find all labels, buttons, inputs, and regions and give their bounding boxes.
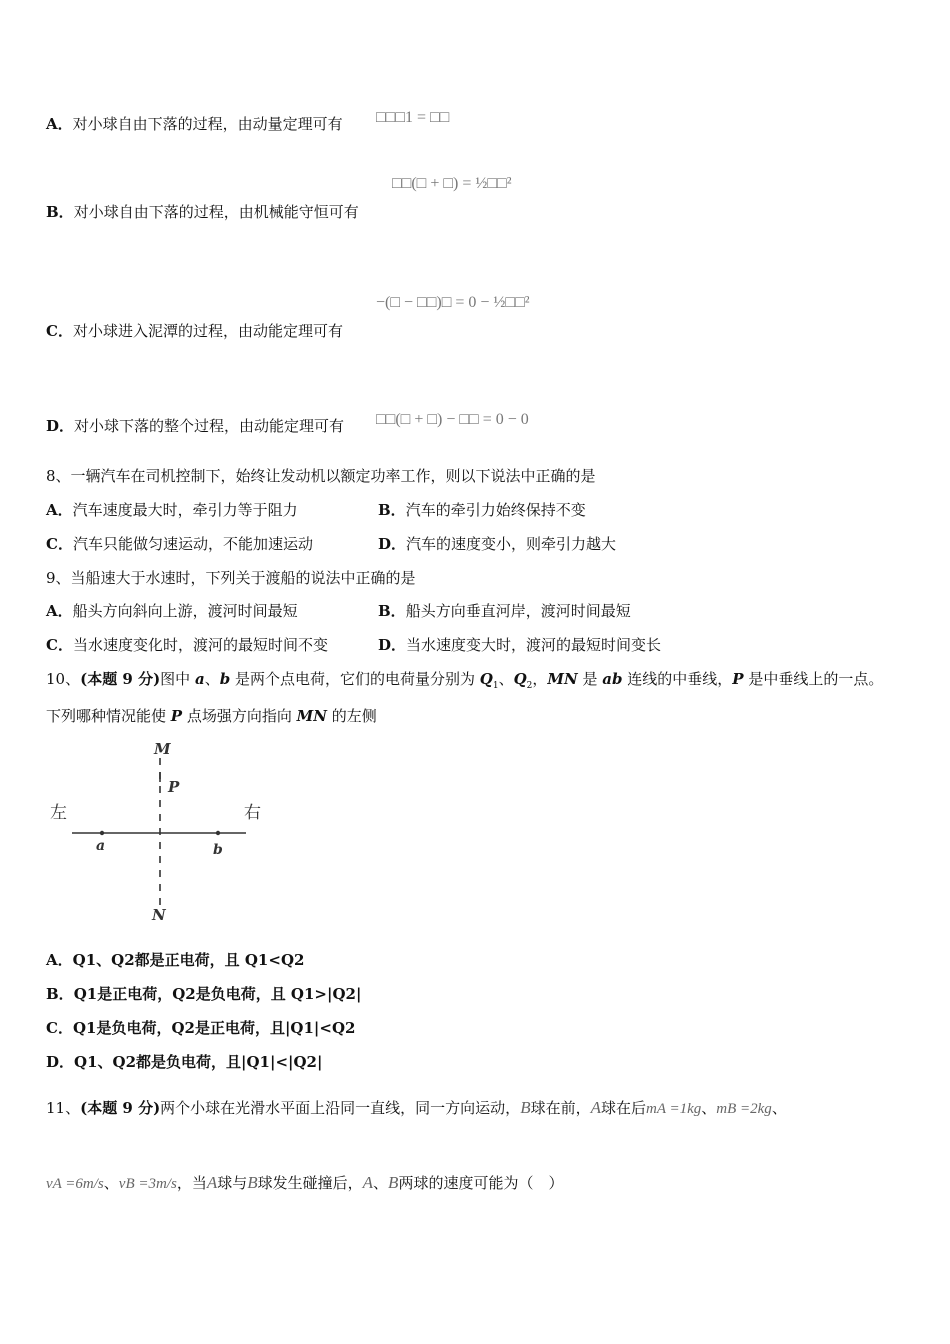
option-10a — [46, 950, 304, 970]
stem-text: 1 — [492, 681, 499, 691]
option-text: 汽车的牵引力始终保持不变 — [405, 501, 586, 519]
label-m: M — [154, 740, 171, 758]
option-9a — [46, 601, 298, 621]
option-text: 对小球进入泥潭的过程，由动能定理可有 — [72, 322, 343, 340]
option-text: 当水速度变化时，渡河的最短时间不变 — [72, 636, 328, 654]
question-number: 10、 — [46, 670, 81, 688]
ball-b: B — [520, 1098, 531, 1117]
option-label: A． — [46, 602, 73, 620]
stem-text: 两球的速度可能为（ ） — [398, 1174, 564, 1192]
mass-a: mA =1kg — [646, 1101, 702, 1117]
stem-text: 球发生碰撞后， — [257, 1174, 363, 1192]
formula-7b: □□(□ + □) = ½□□² — [392, 175, 512, 192]
formula-7c: −(□ − □□)□ = 0 − ½□□² — [376, 294, 530, 311]
option-label: D． — [378, 535, 407, 553]
option-label: A． — [46, 115, 73, 133]
question-number: 11、 — [46, 1099, 81, 1117]
ball-a: A — [362, 1173, 374, 1192]
label-n: N — [152, 906, 166, 924]
option-7d — [46, 416, 344, 436]
stem-text: 球与 — [217, 1174, 248, 1192]
stem-text: 下列哪种情况能使 — [46, 707, 171, 725]
option-9d — [378, 635, 661, 655]
option-10c — [46, 1018, 355, 1038]
stem-text: 是两个点电荷，它们的电荷量分别为 — [230, 670, 480, 688]
option-8d — [378, 534, 616, 554]
question-8-stem: 8、一辆汽车在司机控制下，始终让发动机以额定功率工作，则以下说法中正确的是 — [46, 467, 596, 485]
option-label: A． — [46, 501, 73, 519]
option-text: 对小球自由下落的过程，由机械能守恒可有 — [73, 203, 359, 221]
stem-text: ， — [532, 670, 548, 688]
option-7a — [46, 114, 343, 134]
option-label: C． — [46, 322, 73, 340]
charge-a-dot — [100, 831, 104, 835]
option-label: B． — [378, 501, 406, 519]
stem-text: b — [219, 670, 231, 688]
question-11-stem-line2 — [46, 1173, 563, 1194]
option-text: Q1、Q2都是负电荷，且|Q1|<|Q2| — [74, 1053, 323, 1071]
stem-text: 是 — [577, 670, 603, 688]
option-label: C． — [46, 1019, 73, 1037]
label-right: 右 — [244, 803, 261, 823]
option-text: 汽车只能做匀速运动，不能加速运动 — [72, 535, 313, 553]
question-score: (本题 9 分) — [80, 670, 161, 688]
option-label: C． — [46, 636, 73, 654]
option-label: D． — [378, 636, 407, 654]
option-label: D． — [46, 1053, 75, 1071]
option-label: A． — [46, 951, 73, 969]
stem-text: a — [194, 670, 205, 688]
option-10b — [46, 984, 361, 1004]
stem-text: 连线的中垂线， — [622, 670, 733, 688]
stem-text: P — [170, 707, 183, 725]
velocity-a: vA =6m/s — [46, 1176, 104, 1192]
stem-text: 球在前， — [530, 1099, 591, 1117]
stem-text: MN — [547, 670, 578, 688]
option-text: 对小球自由下落的过程，由动量定理可有 — [72, 115, 343, 133]
stem-text: 球在后 — [600, 1099, 646, 1117]
stem-text: 、 — [204, 670, 220, 688]
ball-a: A — [206, 1173, 218, 1192]
option-label: B． — [378, 602, 406, 620]
label-p: P — [168, 778, 180, 796]
option-9c — [46, 635, 328, 655]
option-8a — [46, 500, 298, 520]
formula-7a: □□□1 = □□ — [376, 109, 450, 126]
stem-text: 点场强方向指向 — [182, 707, 297, 725]
option-label: C． — [46, 535, 73, 553]
option-8c — [46, 534, 313, 554]
stem-text: ，当 — [176, 1174, 207, 1192]
option-text: Q1是正电荷，Q2是负电荷，且 Q1>|Q2| — [73, 985, 362, 1003]
option-text: Q1是负电荷，Q2是正电荷，且|Q1|<Q2 — [72, 1019, 356, 1037]
option-text: 汽车的速度变小，则牵引力越大 — [406, 535, 617, 553]
charge-b-dot — [216, 831, 220, 835]
option-7b — [46, 202, 359, 222]
option-text: 当水速度变大时，渡河的最短时间变长 — [406, 636, 662, 654]
separator: 、 — [701, 1099, 717, 1117]
stem-text: 图中 — [160, 670, 195, 688]
question-10-stem-line2 — [46, 706, 377, 726]
label-left: 左 — [50, 803, 67, 823]
stem-text: 2 — [526, 681, 533, 691]
label-a: a — [96, 838, 106, 854]
ball-b: B — [388, 1173, 399, 1192]
ball-b: B — [247, 1173, 258, 1192]
stem-text: MN — [296, 707, 327, 725]
ball-a: A — [590, 1098, 601, 1117]
option-10d — [46, 1052, 322, 1072]
separator: 、 — [373, 1174, 389, 1192]
option-label: B． — [46, 985, 74, 1003]
option-text: 船头方向垂直河岸，渡河时间最短 — [405, 602, 631, 620]
question-9-stem: 9、当船速大于水速时，下列关于渡船的说法中正确的是 — [46, 569, 416, 587]
label-b: b — [213, 842, 223, 858]
mass-b: mB =2kg — [716, 1101, 772, 1117]
stem-text: Q — [513, 670, 527, 688]
charge-diagram — [46, 738, 276, 928]
question-10-stem-line1 — [46, 669, 883, 696]
stem-text: P — [732, 670, 744, 688]
option-text: Q1、Q2都是正电荷，且 Q1<Q2 — [72, 951, 305, 969]
separator: 、 — [771, 1099, 787, 1117]
option-text: 对小球下落的整个过程，由动能定理可有 — [74, 417, 345, 435]
velocity-b: vB =3m/s — [118, 1176, 177, 1192]
stem-text: 是中垂线上的一点。 — [743, 670, 884, 688]
option-label: D． — [46, 417, 75, 435]
question-score: (本题 9 分) — [80, 1099, 161, 1117]
stem-text: 、 — [498, 670, 514, 688]
question-11-stem-line1 — [46, 1098, 787, 1119]
option-text: 汽车速度最大时，牵引力等于阻力 — [72, 501, 298, 519]
formula-7d: □□(□ + □) − □□ = 0 − 0 — [376, 411, 529, 428]
option-label: B． — [46, 203, 74, 221]
stem-text: Q — [479, 670, 493, 688]
stem-text: ab — [602, 670, 623, 688]
stem-text: 两个小球在光滑水平面上沿同一直线，同一方向运动， — [160, 1099, 521, 1117]
option-7c — [46, 321, 343, 341]
option-text: 船头方向斜向上游，渡河时间最短 — [72, 602, 298, 620]
option-9b — [378, 601, 631, 621]
stem-text: 的左侧 — [326, 707, 377, 725]
option-8b — [378, 500, 586, 520]
separator: 、 — [103, 1174, 119, 1192]
